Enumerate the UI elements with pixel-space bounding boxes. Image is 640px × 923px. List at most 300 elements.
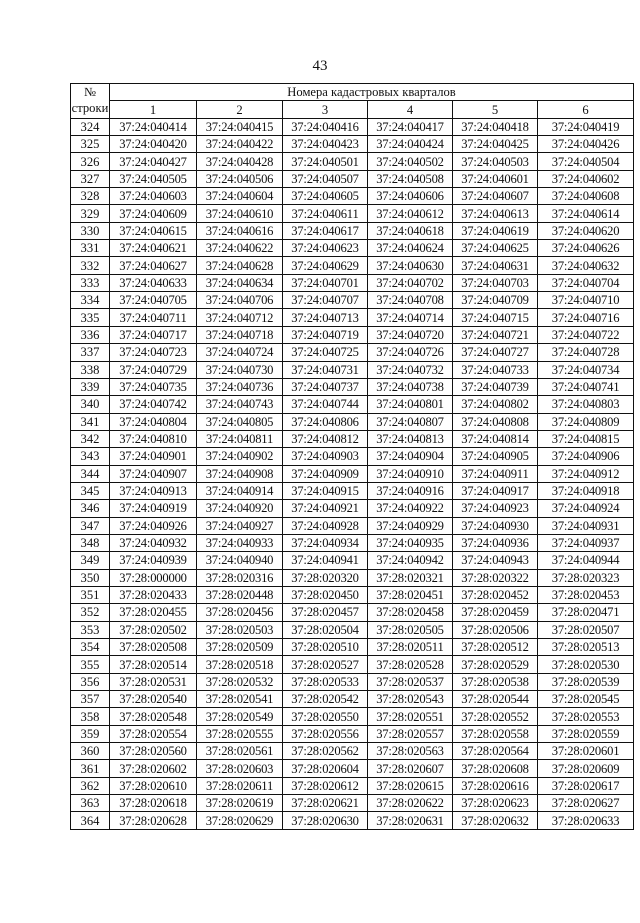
cadastral-number-cell: 37:28:020471 — [538, 604, 634, 621]
cadastral-number-cell: 37:28:020631 — [368, 812, 453, 830]
cadastral-number-cell: 37:28:020551 — [368, 708, 453, 725]
cadastral-number-cell: 37:28:020457 — [283, 604, 368, 621]
cadastral-number-cell: 37:24:040611 — [283, 205, 368, 222]
row-number: 349 — [71, 552, 110, 569]
page-number: 43 — [312, 58, 328, 74]
cadastral-number-cell: 37:28:020621 — [283, 795, 368, 812]
cadastral-number-cell: 37:24:040634 — [197, 274, 283, 291]
table-row — [71, 604, 634, 621]
cadastral-number-cell: 37:24:040923 — [453, 500, 538, 517]
cadastral-number-cell: 37:24:040944 — [538, 552, 634, 569]
cadastral-number-cell: 37:24:040619 — [453, 222, 538, 239]
row-number: 347 — [71, 517, 110, 534]
cadastral-number-cell: 37:28:020618 — [110, 795, 197, 812]
cadastral-number-cell: 37:24:040723 — [110, 344, 197, 361]
header-row-1 — [71, 84, 634, 101]
cadastral-number-cell: 37:24:040605 — [283, 188, 368, 205]
row-number: 353 — [71, 621, 110, 638]
cadastral-number-cell: 37:24:040419 — [538, 118, 634, 135]
cadastral-number-cell: 37:24:040622 — [197, 240, 283, 257]
cadastral-number-cell: 37:24:040922 — [368, 500, 453, 517]
cadastral-number-cell: 37:24:040718 — [197, 326, 283, 343]
cadastral-number-cell: 37:28:020632 — [453, 812, 538, 830]
cadastral-number-cell: 37:24:040909 — [283, 465, 368, 482]
cadastral-number-cell: 37:28:020541 — [197, 691, 283, 708]
cadastral-number-cell: 37:24:040742 — [110, 396, 197, 413]
cadastral-number-cell: 37:28:020557 — [368, 725, 453, 742]
cadastral-number-cell: 37:24:040815 — [538, 430, 634, 447]
row-number: 338 — [71, 361, 110, 378]
cadastral-number-cell: 37:28:020528 — [368, 656, 453, 673]
cadastral-number-cell: 37:24:040501 — [283, 153, 368, 170]
cadastral-number-cell: 37:28:020531 — [110, 673, 197, 690]
column-header-4: 4 — [368, 101, 453, 118]
cadastral-number-cell: 37:28:020450 — [283, 586, 368, 603]
cadastral-number-cell: 37:24:040417 — [368, 118, 453, 135]
table-row — [71, 118, 634, 135]
cadastral-number-cell: 37:28:020550 — [283, 708, 368, 725]
table-row — [71, 240, 634, 257]
cadastral-number-cell: 37:24:040939 — [110, 552, 197, 569]
cadastral-number-cell: 37:24:040727 — [453, 344, 538, 361]
cadastral-number-cell: 37:28:020506 — [453, 621, 538, 638]
cadastral-number-cell: 37:24:040921 — [283, 500, 368, 517]
cadastral-number-cell: 37:24:040707 — [283, 292, 368, 309]
column-header-2: 2 — [197, 101, 283, 118]
cadastral-number-cell: 37:24:040615 — [110, 222, 197, 239]
column-header-3: 3 — [283, 101, 368, 118]
cadastral-number-cell: 37:28:020552 — [453, 708, 538, 725]
cadastral-number-cell: 37:28:000000 — [110, 569, 197, 586]
cadastral-number-cell: 37:24:040503 — [453, 153, 538, 170]
cadastral-number-cell: 37:28:020510 — [283, 639, 368, 656]
cadastral-number-cell: 37:28:020316 — [197, 569, 283, 586]
cadastral-number-cell: 37:24:040809 — [538, 413, 634, 430]
table-row — [71, 777, 634, 794]
cadastral-number-cell: 37:28:020448 — [197, 586, 283, 603]
cadastral-number-cell: 37:24:040420 — [110, 136, 197, 153]
cadastral-number-cell: 37:28:020564 — [453, 743, 538, 760]
row-number: 328 — [71, 188, 110, 205]
cadastral-number-cell: 37:28:020554 — [110, 725, 197, 742]
cadastral-number-cell: 37:28:020623 — [453, 795, 538, 812]
cadastral-number-cell: 37:24:040941 — [283, 552, 368, 569]
cadastral-number-cell: 37:24:040741 — [538, 378, 634, 395]
cadastral-number-cell: 37:28:020602 — [110, 760, 197, 777]
table-row — [71, 708, 634, 725]
cadastral-number-cell: 37:24:040616 — [197, 222, 283, 239]
cadastral-number-cell: 37:24:040422 — [197, 136, 283, 153]
cadastral-number-cell: 37:28:020608 — [453, 760, 538, 777]
table-row — [71, 725, 634, 742]
cadastral-number-cell: 37:24:040917 — [453, 482, 538, 499]
table-row — [71, 621, 634, 638]
table-row — [71, 378, 634, 395]
cadastral-number-cell: 37:24:040427 — [110, 153, 197, 170]
cadastral-number-cell: 37:24:040719 — [283, 326, 368, 343]
cadastral-number-cell: 37:24:040734 — [538, 361, 634, 378]
cadastral-number-cell: 37:24:040744 — [283, 396, 368, 413]
cadastral-number-cell: 37:24:040721 — [453, 326, 538, 343]
cadastral-number-cell: 37:24:040709 — [453, 292, 538, 309]
cadastral-number-cell: 37:24:040711 — [110, 309, 197, 326]
row-number: 327 — [71, 170, 110, 187]
cadastral-number-cell: 37:24:040907 — [110, 465, 197, 482]
row-number: 357 — [71, 691, 110, 708]
cadastral-number-cell: 37:24:040912 — [538, 465, 634, 482]
table-row — [71, 413, 634, 430]
cadastral-number-cell: 37:28:020453 — [538, 586, 634, 603]
cadastral-number-cell: 37:28:020322 — [453, 569, 538, 586]
cadastral-number-cell: 37:24:040916 — [368, 482, 453, 499]
row-number: 343 — [71, 448, 110, 465]
cadastral-number-cell: 37:28:020433 — [110, 586, 197, 603]
cadastral-number-cell: 37:24:040928 — [283, 517, 368, 534]
row-number: 356 — [71, 673, 110, 690]
table-row — [71, 465, 634, 482]
cadastral-number-cell: 37:28:020507 — [538, 621, 634, 638]
table-row — [71, 344, 634, 361]
row-number: 341 — [71, 413, 110, 430]
cadastral-number-cell: 37:24:040733 — [453, 361, 538, 378]
cadastral-number-cell: 37:24:040937 — [538, 534, 634, 551]
cadastral-number-cell: 37:24:040505 — [110, 170, 197, 187]
cadastral-number-cell: 37:28:020538 — [453, 673, 538, 690]
cadastral-number-cell: 37:24:040507 — [283, 170, 368, 187]
column-header-6: 6 — [538, 101, 634, 118]
cadastral-number-cell: 37:24:040728 — [538, 344, 634, 361]
row-number: 324 — [71, 118, 110, 135]
cadastral-number-cell: 37:24:040911 — [453, 465, 538, 482]
cadastral-number-cell: 37:24:040920 — [197, 500, 283, 517]
cadastral-number-cell: 37:24:040717 — [110, 326, 197, 343]
cadastral-number-cell: 37:24:040625 — [453, 240, 538, 257]
row-number: 348 — [71, 534, 110, 551]
cadastral-number-cell: 37:28:020530 — [538, 656, 634, 673]
cadastral-number-cell: 37:28:020509 — [197, 639, 283, 656]
cadastral-number-cell: 37:24:040633 — [110, 274, 197, 291]
cadastral-number-cell: 37:24:040936 — [453, 534, 538, 551]
cadastral-number-cell: 37:24:040913 — [110, 482, 197, 499]
cadastral-number-cell: 37:24:040626 — [538, 240, 634, 257]
cadastral-number-cell: 37:28:020513 — [538, 639, 634, 656]
cadastral-number-cell: 37:28:020504 — [283, 621, 368, 638]
cadastral-number-cell: 37:24:040614 — [538, 205, 634, 222]
cadastral-number-cell: 37:24:040714 — [368, 309, 453, 326]
cadastral-number-cell: 37:28:020458 — [368, 604, 453, 621]
cadastral-number-cell: 37:28:020553 — [538, 708, 634, 725]
cadastral-number-cell: 37:24:040416 — [283, 118, 368, 135]
cadastral-number-cell: 37:24:040610 — [197, 205, 283, 222]
cadastral-number-cell: 37:28:020629 — [197, 812, 283, 830]
cadastral-number-cell: 37:24:040502 — [368, 153, 453, 170]
table-row — [71, 586, 634, 603]
cadastral-quarters-table — [70, 83, 634, 830]
cadastral-number-cell: 37:28:020511 — [368, 639, 453, 656]
row-number: 331 — [71, 240, 110, 257]
cadastral-number-cell: 37:28:020627 — [538, 795, 634, 812]
cadastral-number-cell: 37:28:020514 — [110, 656, 197, 673]
cadastral-number-cell: 37:24:040931 — [538, 517, 634, 534]
cadastral-number-cell: 37:24:040603 — [110, 188, 197, 205]
cadastral-number-cell: 37:24:040735 — [110, 378, 197, 395]
table-row — [71, 795, 634, 812]
cadastral-number-cell: 37:28:020512 — [453, 639, 538, 656]
column-header-1: 1 — [110, 101, 197, 118]
row-number: 340 — [71, 396, 110, 413]
row-number: 360 — [71, 743, 110, 760]
cadastral-number-cell: 37:24:040632 — [538, 257, 634, 274]
cadastral-number-cell: 37:28:020542 — [283, 691, 368, 708]
cadastral-number-cell: 37:28:020323 — [538, 569, 634, 586]
table-row — [71, 656, 634, 673]
cadastral-number-cell: 37:24:040631 — [453, 257, 538, 274]
cadastral-number-cell: 37:28:020612 — [283, 777, 368, 794]
cadastral-number-cell: 37:24:040738 — [368, 378, 453, 395]
cadastral-number-cell: 37:28:020452 — [453, 586, 538, 603]
cadastral-number-cell: 37:24:040905 — [453, 448, 538, 465]
cadastral-number-cell: 37:24:040908 — [197, 465, 283, 482]
cadastral-number-cell: 37:28:020518 — [197, 656, 283, 673]
cadastral-number-cell: 37:24:040701 — [283, 274, 368, 291]
cadastral-number-cell: 37:24:040732 — [368, 361, 453, 378]
cadastral-number-cell: 37:24:040729 — [110, 361, 197, 378]
cadastral-number-cell: 37:24:040808 — [453, 413, 538, 430]
row-number: 363 — [71, 795, 110, 812]
cadastral-number-cell: 37:24:040805 — [197, 413, 283, 430]
cadastral-number-cell: 37:28:020558 — [453, 725, 538, 742]
table-row — [71, 552, 634, 569]
cadastral-number-cell: 37:24:040426 — [538, 136, 634, 153]
cadastral-number-cell: 37:28:020455 — [110, 604, 197, 621]
cadastral-number-cell: 37:24:040926 — [110, 517, 197, 534]
cadastral-number-cell: 37:24:040703 — [453, 274, 538, 291]
cadastral-number-cell: 37:28:020527 — [283, 656, 368, 673]
cadastral-number-cell: 37:24:040612 — [368, 205, 453, 222]
cadastral-number-cell: 37:24:040613 — [453, 205, 538, 222]
cadastral-number-cell: 37:24:040621 — [110, 240, 197, 257]
row-number: 346 — [71, 500, 110, 517]
cadastral-number-cell: 37:28:020529 — [453, 656, 538, 673]
cadastral-number-cell: 37:24:040901 — [110, 448, 197, 465]
cadastral-number-cell: 37:24:040724 — [197, 344, 283, 361]
table-row — [71, 760, 634, 777]
cadastral-number-cell: 37:24:040807 — [368, 413, 453, 430]
row-number: 334 — [71, 292, 110, 309]
cadastral-number-cell: 37:28:020451 — [368, 586, 453, 603]
cadastral-number-cell: 37:24:040617 — [283, 222, 368, 239]
row-number-header-line1: № — [83, 85, 97, 99]
cadastral-number-cell: 37:24:040814 — [453, 430, 538, 447]
table-row — [71, 517, 634, 534]
row-number: 336 — [71, 326, 110, 343]
row-number-header-line2: строки — [71, 101, 109, 115]
cadastral-number-cell: 37:24:040915 — [283, 482, 368, 499]
cadastral-number-cell: 37:24:040623 — [283, 240, 368, 257]
cadastral-number-cell: 37:24:040804 — [110, 413, 197, 430]
row-number: 333 — [71, 274, 110, 291]
table-row — [71, 534, 634, 551]
row-number: 354 — [71, 639, 110, 656]
cadastral-number-cell: 37:24:040423 — [283, 136, 368, 153]
cadastral-number-cell: 37:28:020604 — [283, 760, 368, 777]
cadastral-number-cell: 37:24:040428 — [197, 153, 283, 170]
cadastral-number-cell: 37:24:040737 — [283, 378, 368, 395]
table-row — [71, 292, 634, 309]
cadastral-number-cell: 37:28:020616 — [453, 777, 538, 794]
cadastral-number-cell: 37:28:020609 — [538, 760, 634, 777]
cadastral-number-cell: 37:24:040712 — [197, 309, 283, 326]
cadastral-number-cell: 37:28:020508 — [110, 639, 197, 656]
cadastral-number-cell: 37:24:040415 — [197, 118, 283, 135]
table-row — [71, 430, 634, 447]
cadastral-number-cell: 37:28:020548 — [110, 708, 197, 725]
table-row — [71, 205, 634, 222]
cadastral-number-cell: 37:24:040812 — [283, 430, 368, 447]
cadastral-number-cell: 37:24:040731 — [283, 361, 368, 378]
cadastral-number-cell: 37:28:020321 — [368, 569, 453, 586]
header-row-2 — [71, 101, 634, 118]
row-number: 342 — [71, 430, 110, 447]
cadastral-number-cell: 37:28:020532 — [197, 673, 283, 690]
cadastral-number-cell: 37:24:040903 — [283, 448, 368, 465]
row-number: 330 — [71, 222, 110, 239]
table-row — [71, 222, 634, 239]
table-row — [71, 448, 634, 465]
row-number: 344 — [71, 465, 110, 482]
cadastral-number-cell: 37:28:020556 — [283, 725, 368, 742]
cadastral-number-cell: 37:24:040629 — [283, 257, 368, 274]
table-row — [71, 361, 634, 378]
group-header: Номера кадастровых кварталов — [110, 84, 634, 101]
cadastral-number-cell: 37:24:040608 — [538, 188, 634, 205]
cadastral-number-cell: 37:24:040919 — [110, 500, 197, 517]
cadastral-number-cell: 37:24:040902 — [197, 448, 283, 465]
cadastral-number-cell: 37:24:040929 — [368, 517, 453, 534]
cadastral-number-cell: 37:24:040713 — [283, 309, 368, 326]
table-row — [71, 691, 634, 708]
table-row — [71, 188, 634, 205]
cadastral-number-cell: 37:24:040708 — [368, 292, 453, 309]
cadastral-number-cell: 37:24:040730 — [197, 361, 283, 378]
cadastral-number-cell: 37:24:040739 — [453, 378, 538, 395]
row-number: 329 — [71, 205, 110, 222]
cadastral-number-cell: 37:24:040904 — [368, 448, 453, 465]
row-number: 358 — [71, 708, 110, 725]
row-number: 345 — [71, 482, 110, 499]
table-row — [71, 569, 634, 586]
cadastral-number-cell: 37:24:040706 — [197, 292, 283, 309]
cadastral-number-cell: 37:24:040927 — [197, 517, 283, 534]
cadastral-number-cell: 37:24:040942 — [368, 552, 453, 569]
cadastral-number-cell: 37:24:040930 — [453, 517, 538, 534]
row-number-header — [71, 84, 110, 119]
row-number: 337 — [71, 344, 110, 361]
cadastral-number-cell: 37:28:020601 — [538, 743, 634, 760]
table-row — [71, 500, 634, 517]
cadastral-number-cell: 37:24:040910 — [368, 465, 453, 482]
cadastral-number-cell: 37:24:040705 — [110, 292, 197, 309]
row-number: 335 — [71, 309, 110, 326]
cadastral-number-cell: 37:24:040424 — [368, 136, 453, 153]
table-row — [71, 673, 634, 690]
table-row — [71, 136, 634, 153]
cadastral-number-cell: 37:28:020603 — [197, 760, 283, 777]
cadastral-number-cell: 37:24:040601 — [453, 170, 538, 187]
cadastral-number-cell: 37:28:020545 — [538, 691, 634, 708]
row-number: 326 — [71, 153, 110, 170]
cadastral-number-cell: 37:24:040504 — [538, 153, 634, 170]
table-row — [71, 482, 634, 499]
cadastral-number-cell: 37:28:020610 — [110, 777, 197, 794]
cadastral-number-cell: 37:24:040414 — [110, 118, 197, 135]
cadastral-number-cell: 37:24:040810 — [110, 430, 197, 447]
table-row — [71, 257, 634, 274]
table-row — [71, 326, 634, 343]
table-row — [71, 396, 634, 413]
cadastral-number-cell: 37:28:020544 — [453, 691, 538, 708]
row-number: 325 — [71, 136, 110, 153]
table-body — [71, 84, 634, 830]
cadastral-number-cell: 37:24:040704 — [538, 274, 634, 291]
cadastral-number-cell: 37:24:040716 — [538, 309, 634, 326]
row-number: 362 — [71, 777, 110, 794]
cadastral-number-cell: 37:24:040720 — [368, 326, 453, 343]
cadastral-number-cell: 37:28:020502 — [110, 621, 197, 638]
cadastral-number-cell: 37:28:020559 — [538, 725, 634, 742]
cadastral-number-cell: 37:28:020540 — [110, 691, 197, 708]
cadastral-number-cell: 37:28:020619 — [197, 795, 283, 812]
cadastral-number-cell: 37:24:040702 — [368, 274, 453, 291]
cadastral-number-cell: 37:28:020555 — [197, 725, 283, 742]
row-number: 364 — [71, 812, 110, 830]
cadastral-number-cell: 37:28:020503 — [197, 621, 283, 638]
table-row — [71, 743, 634, 760]
table-row — [71, 639, 634, 656]
row-number: 350 — [71, 569, 110, 586]
cadastral-number-cell: 37:28:020562 — [283, 743, 368, 760]
cadastral-number-cell: 37:24:040602 — [538, 170, 634, 187]
cadastral-number-cell: 37:28:020633 — [538, 812, 634, 830]
cadastral-number-cell: 37:24:040924 — [538, 500, 634, 517]
cadastral-number-cell: 37:28:020537 — [368, 673, 453, 690]
cadastral-number-cell: 37:24:040803 — [538, 396, 634, 413]
cadastral-number-cell: 37:24:040725 — [283, 344, 368, 361]
cadastral-number-cell: 37:24:040743 — [197, 396, 283, 413]
cadastral-number-cell: 37:28:020533 — [283, 673, 368, 690]
table-row — [71, 309, 634, 326]
cadastral-number-cell: 37:24:040418 — [453, 118, 538, 135]
cadastral-number-cell: 37:24:040627 — [110, 257, 197, 274]
row-number: 359 — [71, 725, 110, 742]
cadastral-number-cell: 37:24:040604 — [197, 188, 283, 205]
cadastral-number-cell: 37:24:040801 — [368, 396, 453, 413]
cadastral-number-cell: 37:28:020505 — [368, 621, 453, 638]
cadastral-number-cell: 37:28:020543 — [368, 691, 453, 708]
table-row — [71, 274, 634, 291]
cadastral-number-cell: 37:24:040806 — [283, 413, 368, 430]
cadastral-number-cell: 37:24:040710 — [538, 292, 634, 309]
cadastral-number-cell: 37:28:020611 — [197, 777, 283, 794]
cadastral-number-cell: 37:24:040933 — [197, 534, 283, 551]
cadastral-number-cell: 37:24:040918 — [538, 482, 634, 499]
row-number: 351 — [71, 586, 110, 603]
cadastral-number-cell: 37:24:040726 — [368, 344, 453, 361]
cadastral-number-cell: 37:28:020615 — [368, 777, 453, 794]
cadastral-number-cell: 37:28:020539 — [538, 673, 634, 690]
cadastral-number-cell: 37:24:040802 — [453, 396, 538, 413]
cadastral-number-cell: 37:24:040624 — [368, 240, 453, 257]
